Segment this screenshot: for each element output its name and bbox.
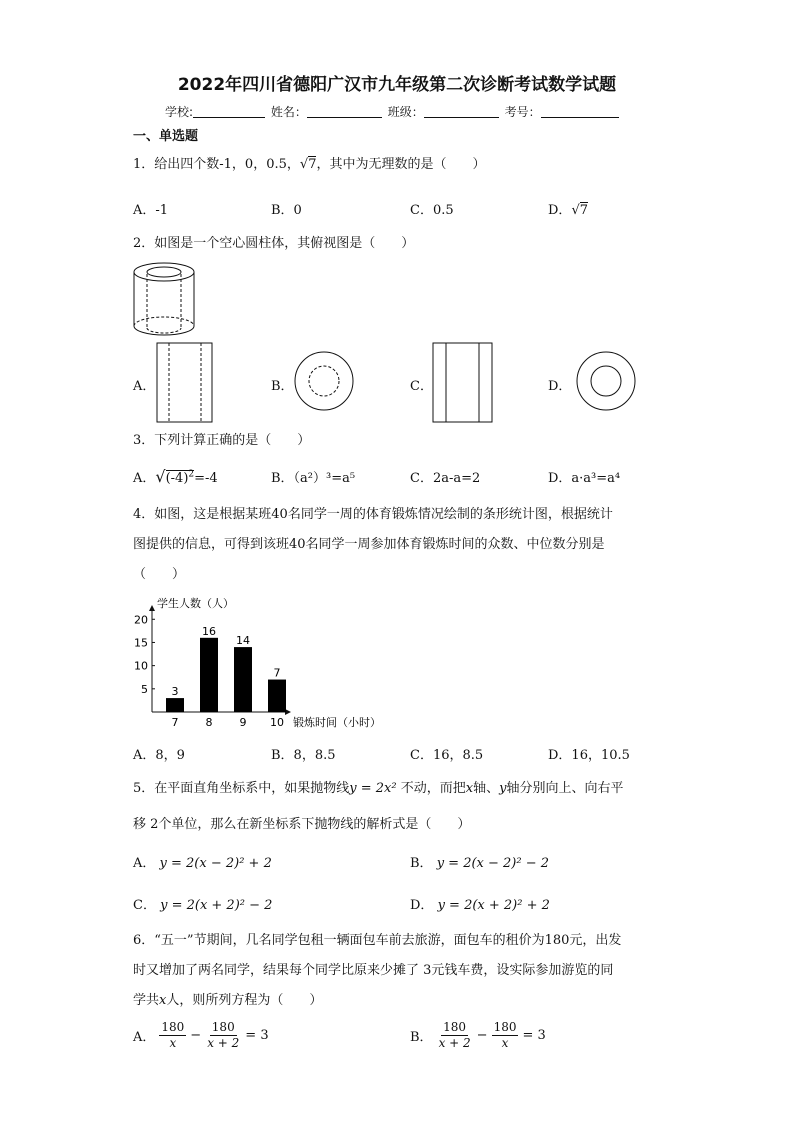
q2-option-b-figure[interactable]: [293, 350, 355, 412]
q5-option-b-expression: y = 2(x − 2)² − 2: [436, 856, 550, 871]
question-5-line-1: [133, 780, 623, 798]
q6-line3-part-a: 学共: [133, 993, 160, 1008]
q5-option-c[interactable]: [133, 894, 272, 913]
q1-sqrt-radicand: 7: [308, 157, 317, 172]
q2-option-d-label[interactable]: D．: [548, 379, 572, 394]
q1-stem-part-b: ，其中为无理数的是（ ）: [316, 157, 486, 172]
q3-option-a-exponent: 2: [188, 469, 195, 480]
q4-option-b[interactable]: B．8，8.5: [271, 748, 336, 763]
section-heading: 一、单选题: [133, 129, 199, 144]
q3-option-a-tail: =-4: [194, 471, 218, 486]
y-tick-label: 10: [134, 659, 148, 673]
question-4-line-2: 图提供的信息，可得到该班40名同学一周参加体育锻炼时间的众数、中位数分别是: [133, 537, 605, 552]
q6-option-b[interactable]: [410, 1020, 546, 1051]
q5-line1-part-a: 5．在平面直角坐标系中，如果抛物线: [133, 781, 350, 796]
fraction-numerator: 180: [211, 1020, 235, 1034]
q2-option-a-label[interactable]: A．: [133, 379, 156, 394]
minus-sign: −: [476, 1028, 488, 1043]
class-field[interactable]: [424, 105, 499, 118]
sqrt-symbol: √: [155, 467, 166, 486]
q1-option-b[interactable]: B．0: [271, 203, 302, 218]
equals-three: = 3: [522, 1028, 546, 1043]
y-tick-label: 5: [141, 682, 148, 696]
fraction-denominator: x + 2: [207, 1036, 240, 1050]
q5-option-d-expression: y = 2(x + 2)² + 2: [437, 898, 550, 913]
question-1-stem: [133, 156, 485, 174]
q1-option-d-label: D．: [548, 203, 572, 218]
question-2-stem: 2．如图是一个空心圆柱体，其俯视图是（ ）: [133, 236, 415, 251]
name-field[interactable]: [307, 105, 382, 118]
q6-option-b-label: B．: [410, 1030, 433, 1045]
bar: [234, 647, 252, 712]
q5-line1-part-c: 轴、: [473, 781, 500, 796]
q5-line1-part-b: 不动，而把: [400, 781, 466, 796]
exam-no-label: 考号：: [504, 105, 541, 119]
y-axis-title: 学生人数（人）: [157, 597, 234, 610]
q5-y-axis-symbol: y: [499, 781, 507, 796]
fraction: [437, 1020, 473, 1051]
q6-option-a-label: A．: [133, 1030, 156, 1045]
q4-option-c[interactable]: C．16，8.5: [410, 748, 484, 763]
question-6-line-2: 时又增加了两名同学，结果每个同学比原来少摊了 3元钱车费，设实际参加游览的同: [133, 963, 614, 978]
q6-option-a[interactable]: [133, 1020, 269, 1051]
q1-option-a[interactable]: A．-1: [133, 203, 169, 218]
fraction-denominator: x: [501, 1036, 509, 1050]
q3-option-a-label: A．: [133, 471, 156, 486]
q5-option-b[interactable]: [410, 852, 549, 871]
q3-option-b[interactable]: B．（a²）³=a⁵: [271, 471, 356, 486]
y-axis-arrow-icon: [149, 605, 155, 611]
question-3-stem: 3．下列计算正确的是（ ）: [133, 433, 311, 448]
bar: [200, 638, 218, 712]
q5-option-a-label: A．: [133, 856, 156, 871]
student-info-line: [165, 103, 621, 120]
q4-option-a[interactable]: A．8，9: [133, 748, 185, 763]
q5-option-c-expression: y = 2(x + 2)² − 2: [160, 898, 273, 913]
fraction: [159, 1020, 186, 1051]
fraction-denominator: x: [169, 1036, 177, 1050]
q5-line1-part-d: 轴分别向上、向右平: [506, 781, 624, 796]
q5-x-axis-symbol: x: [465, 781, 474, 796]
q3-option-a-radicand: [166, 470, 195, 486]
q5-option-d[interactable]: [410, 894, 550, 913]
question-6-line-1: 6．“五一”节期间，几名同学包租一辆面包车前去旅游，面包车的租价为180元，出发: [133, 933, 622, 948]
class-label: 班级：: [387, 105, 424, 119]
question-5-line-2: 移 2个单位，那么在新坐标系下抛物线的解析式是（ ）: [133, 817, 471, 832]
exercise-bar-chart: [130, 592, 400, 734]
bar-value-label: 7: [273, 666, 281, 680]
x-tick-label: 9: [239, 716, 247, 729]
q5-option-a[interactable]: [133, 852, 272, 871]
q3-option-a[interactable]: [133, 467, 218, 486]
fraction-numerator: 180: [493, 1020, 517, 1034]
bar-value-label: 16: [202, 624, 216, 638]
q4-option-d[interactable]: D．16，10.5: [548, 748, 630, 763]
q2-option-d-figure[interactable]: [575, 350, 637, 412]
x-tick-label: 8: [205, 716, 213, 729]
fraction-denominator: x + 2: [438, 1036, 471, 1050]
sqrt-symbol: √: [299, 157, 309, 172]
q2-option-c-label[interactable]: C．: [410, 379, 433, 394]
x-tick-label: 10: [270, 716, 284, 729]
question-4-line-1: 4．如图，这是根据某班40名同学一周的体育锻炼情况绘制的条形统计图，根据统计: [133, 507, 613, 522]
page-title: 2022年四川省德阳广汉市九年级第二次诊断考试数学试题: [177, 75, 617, 95]
bar-value-label: 3: [171, 685, 179, 699]
q5-option-b-label: B．: [410, 856, 433, 871]
q5-parabola-equation: y = 2x²: [349, 781, 401, 796]
minus-sign: −: [190, 1028, 202, 1043]
q3-option-d[interactable]: D．a·a³=a⁴: [548, 471, 621, 486]
name-label: 姓名：: [270, 105, 307, 119]
q1-stem-part-a: 1．给出四个数-1，0，0.5，: [133, 157, 300, 172]
fraction: [205, 1020, 241, 1051]
q5-option-a-expression: y = 2(x − 2)² + 2: [159, 856, 272, 871]
q3-option-c[interactable]: C．2a-a=2: [410, 471, 481, 486]
bar: [166, 698, 184, 712]
q1-option-d-radicand: 7: [579, 203, 589, 218]
bar-value-label: 14: [236, 634, 250, 648]
bar: [268, 680, 286, 712]
q2-option-a-figure[interactable]: [156, 342, 214, 424]
question-4-line-3: （ ）: [133, 567, 186, 582]
y-tick-label: 15: [134, 636, 148, 650]
x-axis-title: 锻炼时间（小时）: [293, 716, 381, 729]
y-tick-label: 20: [134, 613, 148, 627]
q2-option-c-figure[interactable]: [432, 342, 494, 424]
hollow-cylinder-figure: [130, 258, 202, 340]
fraction-numerator: 180: [443, 1020, 467, 1034]
fraction: [492, 1020, 519, 1051]
equals-three: = 3: [245, 1028, 269, 1043]
q3-option-a-radicand-base: (-4): [165, 471, 189, 486]
sqrt-symbol: √: [571, 203, 580, 218]
q1-option-c[interactable]: C．0.5: [410, 203, 454, 218]
x-tick-label: 7: [171, 716, 179, 729]
exam-no-field[interactable]: [541, 105, 619, 118]
question-6-line-3: [133, 992, 322, 1010]
q5-option-d-label: D．: [410, 898, 434, 913]
q6-line3-part-b: 人，则所列方程为（ ）: [166, 993, 323, 1008]
q1-option-d[interactable]: [548, 199, 588, 218]
school-label: 学校:: [165, 105, 194, 119]
fraction-numerator: 180: [161, 1020, 185, 1034]
school-field[interactable]: [193, 105, 265, 118]
q2-option-b-label[interactable]: B．: [271, 379, 294, 394]
q5-option-c-label: C．: [133, 898, 156, 913]
q6-x-symbol: x: [159, 993, 167, 1008]
